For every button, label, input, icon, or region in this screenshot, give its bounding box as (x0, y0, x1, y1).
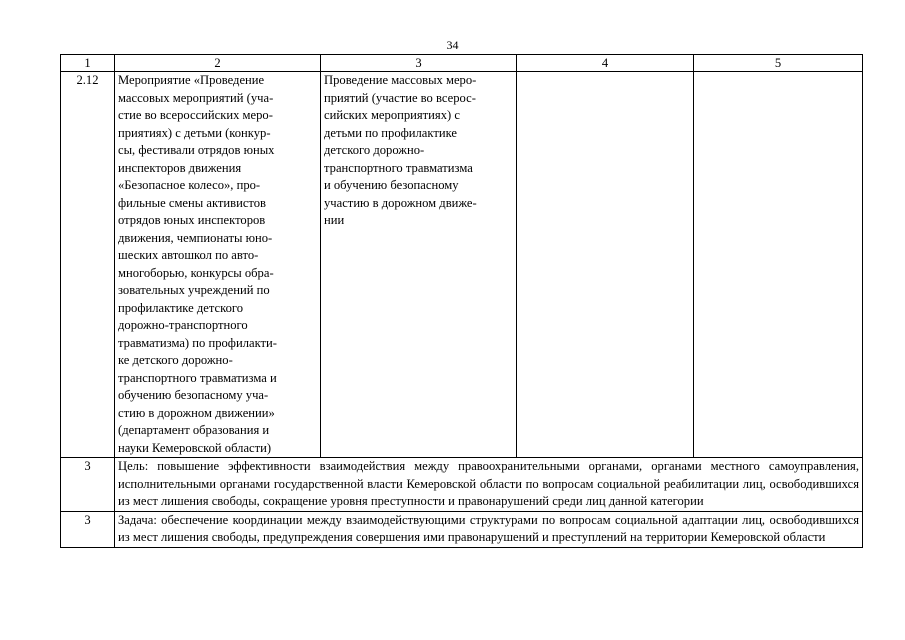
table-row (61, 511, 863, 547)
header-col-4: 4 (517, 55, 694, 72)
table-row (61, 72, 863, 458)
measure-name-cell: Мероприятие «Проведение массовых мероприятий (уча- стие во всероссийских меро- приятиях) с детьми (конкур- сы, фестивали отрядов юных инспекторов движения «Безопасное колесо», про- фильные смены активистов отрядов юных инспекторов движения, чемпионаты юно- шеских автошкол по авто- многоборью, конкурсы обра- зовательных учреждений по профилактике детского дорожно-транспортного травматизма) по профилакти- ке детского дорожно- транспортного травматизма и обучению безопасному уча- стию в дорожном движении» (департамент образования и науки Кемеровской области) (115, 72, 321, 458)
header-col-3: 3 (321, 55, 517, 72)
empty-cell-col-4 (517, 72, 694, 458)
table-header-row (61, 55, 863, 72)
goal-row-number: 3 (61, 458, 115, 512)
header-col-5: 5 (694, 55, 863, 72)
empty-cell-col-5 (694, 72, 863, 458)
task-row-number: 3 (61, 511, 115, 547)
goal-text: Цель: повышение эффективности взаимодействия между правоохранительными органами, органами местного самоуправления, исполнительными органами государственной власти Кемеровской области по вопросам социальной реабилитации лиц, освободившихся из мест лишения свободы, сокращение уровня преступности и правонарушений среди лиц данной категории (115, 458, 863, 512)
task-text: Задача: обеспечение координации между взаимодействующими структурами по вопросам социальной адаптации лиц, освободившихся из мест лишения свободы, предупреждения совершения ими правонарушений и преступлений на территории Кемеровской области (115, 511, 863, 547)
row-number: 2.12 (61, 72, 115, 458)
table-row (61, 458, 863, 512)
header-col-2: 2 (115, 55, 321, 72)
measures-table (60, 54, 863, 548)
measure-content-cell: Проведение массовых меро- приятий (участие во всерос- сийских мероприятиях) с детьми по профилактике детского дорожно- транспортного травматизма и обучению безопасному участию в дорожном движе- нии (321, 72, 517, 458)
header-col-1: 1 (61, 55, 115, 72)
page-number: 34 (446, 38, 459, 52)
